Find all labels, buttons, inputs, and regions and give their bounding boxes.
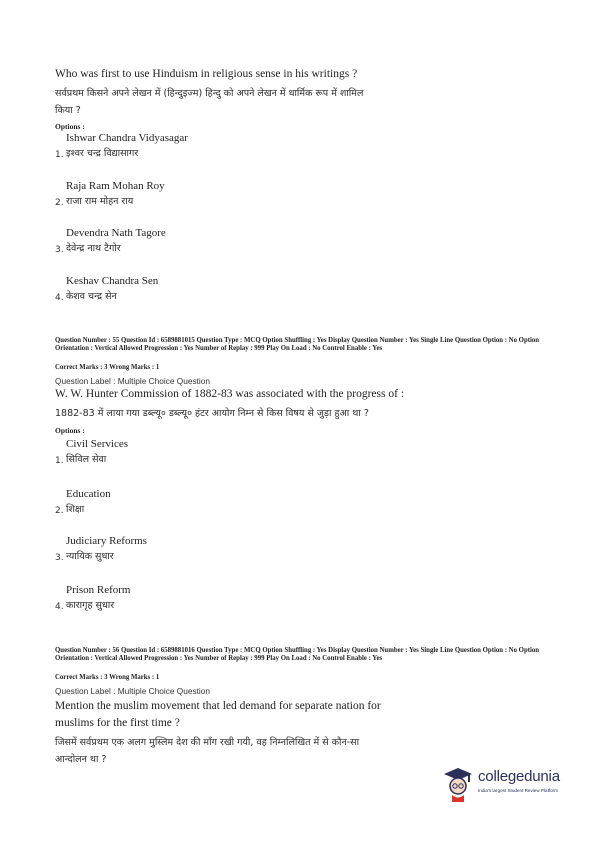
q56-meta: Question Number : 56 Question Id : 6589881016 Question Type : MCQ Option Shuffling : Yes Display Question Number : Yes Single Line Question Option : No Option Orientation : Vertical Allowed Progression : Yes Number of Replay : 999 Play On Load : No Control Enable : Yes xyxy=(55,647,540,662)
option-number: 2. xyxy=(55,198,64,208)
q55-question-label: Question Label : Multiple Choice Question xyxy=(55,376,210,386)
option-number: 1. xyxy=(55,456,64,466)
q55-marks: Correct Marks : 3 Wrong Marks : 1 xyxy=(55,364,160,371)
option-text-en: Education xyxy=(66,488,111,500)
q54-question-en: Who was first to use Hinduism in religious sense in his writings ? xyxy=(55,68,358,80)
option-number: 1. xyxy=(55,150,64,160)
q56-question-hi-line1: जिसमें सर्वप्रथम एक अलग मुस्लिम देश की माँग रखी गयी, वह निम्नलिखित में से कौन-सा xyxy=(55,737,360,748)
option-text-en: Keshav Chandra Sen xyxy=(66,275,159,287)
q55-question-en: W. W. Hunter Commission of 1882-83 was associated with the progress of : xyxy=(55,388,405,400)
option-text-en: Civil Services xyxy=(66,438,129,450)
option-text-en: Raja Ram Mohan Roy xyxy=(66,180,165,192)
logo-tagline: India's largest Student Review Platform xyxy=(478,788,559,793)
q54-options-label: Options : xyxy=(55,122,85,131)
logo-name: collegedunia xyxy=(478,768,560,785)
q54-question-hi-line1: सर्वप्रथम किसने अपने लेखन में (हिन्दुइज्म) हिन्दु को अपने लेखन में धार्मिक रूप में शामिल xyxy=(55,88,364,99)
option-text-en: Devendra Nath Tagore xyxy=(66,227,166,239)
q56-question-en-line1: Mention the muslim movement that led demand for separate nation for xyxy=(55,700,381,712)
collegedunia-logo xyxy=(440,764,580,804)
option-number: 4. xyxy=(55,293,64,303)
option-text-hi: कारागृह सुधार xyxy=(66,600,115,611)
option-number: 2. xyxy=(55,506,64,516)
graduate-icon xyxy=(440,764,476,802)
option-number: 4. xyxy=(55,602,64,612)
option-text-hi: सिविल सेवा xyxy=(66,454,107,465)
option-text-hi: देवेन्द्र नाथ टैगोर xyxy=(66,243,121,254)
q56-question-hi-line2: आन्दोलन था ? xyxy=(55,754,107,765)
option-text-en: Prison Reform xyxy=(66,584,131,596)
q55-meta: Question Number : 55 Question Id : 6589881015 Question Type : MCQ Option Shuffling : Yes Display Question Number : Yes Single Line Question Option : No Option Orientation : Vertical Allowed Progression : Yes Number of Replay : 999 Play On Load : No Control Enable : Yes xyxy=(55,337,540,352)
q56-question-label: Question Label : Multiple Choice Question xyxy=(55,686,210,696)
option-text-hi: शिक्षा xyxy=(66,504,85,515)
option-text-hi: राजा राम मोहन राय xyxy=(66,196,134,207)
q56-question-en-line2: muslims for the first time ? xyxy=(55,717,180,729)
option-number: 3. xyxy=(55,553,64,563)
option-text-en: Judiciary Reforms xyxy=(66,535,147,547)
q55-question-hi: 1882-83 में लाया गया डब्ल्यू० डब्ल्यू० हंटर आयोग निम्न से किस विषय से जुड़ा हुआ था ? xyxy=(55,408,369,419)
option-text-hi: केशव चन्द्र सेन xyxy=(66,291,117,302)
q56-marks: Correct Marks : 3 Wrong Marks : 1 xyxy=(55,674,160,681)
option-text-hi: न्यायिक सुधार xyxy=(66,551,114,562)
option-text-hi: इश्वर चन्द्र विद्यासागर xyxy=(66,148,139,159)
q55-options-label: Options : xyxy=(55,426,85,435)
option-text-en: Ishwar Chandra Vidyasagar xyxy=(66,132,188,144)
option-number: 3. xyxy=(55,245,64,255)
q54-question-hi-line2: किया ? xyxy=(55,105,81,116)
